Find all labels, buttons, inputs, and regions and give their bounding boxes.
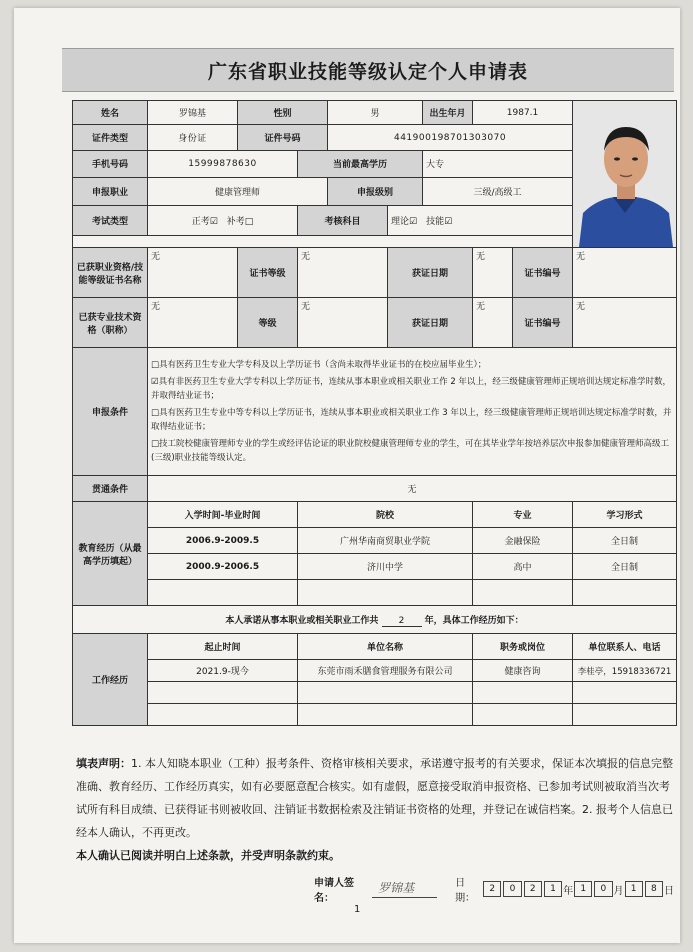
id-number-label: 证件号码 — [238, 125, 328, 151]
edu-header: 学习形式 — [573, 502, 677, 528]
declaration-text: 1. 本人知晓本职业（工种）报考条件、资格审核相关要求，承诺遵守报考的有关要求，保证本次填报的信息完整准确、教育经历、工作经历真实，如有必要愿意配合核实。如有虚假，愿意接受取消申报资格、已参加考试则被取消当次考试所有科目成绩、已获得证书则被收回、注销证书数据检索及注销证书资格的处理，并登记在诚信档案。2. 报考个人信息已经本人确认，不再更改。 — [76, 757, 673, 839]
edu-cell: 广州华南商贸职业学院 — [298, 528, 473, 554]
tech-level-value: 无 — [298, 298, 388, 348]
job-value: 健康管理师 — [148, 177, 328, 205]
work-cell — [298, 682, 473, 704]
signature-text: 罗锦基 — [378, 880, 415, 895]
edu-cell — [473, 580, 573, 606]
work-cell — [298, 704, 473, 726]
paper-sheet — [14, 8, 680, 943]
condition-item: □具有医药卫生专业中等专科以上学历证书，连续从事本职业或相关职业工作 3 年以上，经三级健康管理师正规培训达规定标准学时数，并取得结业证书； — [151, 408, 672, 432]
date-label: 日期： — [455, 878, 476, 904]
page-number: 1 — [354, 904, 361, 915]
work-cell: 东莞市雨禾膳食管理服务有限公司 — [298, 660, 473, 682]
work-cell — [473, 682, 573, 704]
work-cell — [148, 682, 298, 704]
declaration-confirm: 本人确认已阅读并明白上述条款，并受声明条款约束。 — [76, 849, 340, 862]
birth-value: 1987.1 — [473, 101, 573, 125]
phone-value: 15999878630 — [148, 151, 298, 177]
commitment-years: 2 — [382, 616, 422, 627]
date-digit: 1 — [574, 881, 592, 897]
date-digit: 0 — [594, 881, 612, 897]
gender-value: 男 — [328, 101, 423, 125]
table-row — [73, 580, 677, 606]
date-digit: 2 — [483, 881, 501, 897]
edu-cell: 金融保险 — [473, 528, 573, 554]
exam-type-label: 考试类型 — [73, 205, 148, 235]
work-cell: 健康咨询 — [473, 660, 573, 682]
tech-no-label: 证书编号 — [513, 298, 573, 348]
id-type-label: 证件类型 — [73, 125, 148, 151]
commitment-after: 年，具体工作经历如下： — [424, 615, 524, 626]
id-type-value: 身份证 — [148, 125, 238, 151]
edu-cell: 2006.9-2009.5 — [148, 528, 298, 554]
spacer-cell — [73, 235, 573, 247]
month-unit: 月 — [613, 885, 624, 897]
title-bar — [62, 48, 674, 92]
condition-item: □具有医药卫生专业大学专科及以上学历证书（含尚未取得毕业证书的在校应届毕业生）； — [151, 360, 487, 370]
vocational-cert-value: 无 — [148, 248, 238, 298]
subject-label: 考核科目 — [298, 205, 388, 235]
education-level-label: 当前最高学历 — [298, 151, 423, 177]
condition-item: □技工院校健康管理师专业的学生或经评估论证的职业院校健康管理师专业的学生，可在其毕业学年按培养层次申报参加健康管理师高级工(三级)职业技能等级认定。 — [151, 439, 670, 463]
tech-title-value: 无 — [148, 298, 238, 348]
tech-title-label: 已获专业技术资格（职称） — [73, 298, 148, 348]
table-row — [73, 704, 677, 726]
work-cell — [573, 704, 677, 726]
condition-item: ☑具有非医药卫生专业大学专科以上学历证书，连续从事本职业或相关职业工作 2 年以上，经三级健康管理师正规培训达规定标准学时数，并取得结业证书； — [151, 377, 671, 401]
conditions-list — [148, 348, 677, 476]
table-row — [73, 528, 677, 554]
cert-date-value: 无 — [473, 248, 513, 298]
date-digit: 0 — [503, 881, 521, 897]
year-unit: 年 — [563, 885, 574, 897]
work-header: 单位联系人、电话 — [573, 634, 677, 660]
date-digit: 8 — [645, 881, 663, 897]
cert-date-label: 获证日期 — [388, 248, 473, 298]
edu-header: 院校 — [298, 502, 473, 528]
level-label: 申报级别 — [328, 177, 423, 205]
education-level-value: 大专 — [423, 151, 573, 177]
edu-cell: 全日制 — [573, 528, 677, 554]
coherence-value: 无 — [148, 476, 677, 502]
work-cell: 2021.9-现今 — [148, 660, 298, 682]
edu-header: 专业 — [473, 502, 573, 528]
photo-cell — [573, 101, 677, 248]
tech-date-label: 获证日期 — [388, 298, 473, 348]
cert-no-label: 证书编号 — [513, 248, 573, 298]
commitment-line — [73, 606, 677, 634]
commitment-before: 本人承诺从事本职业或相关职业工作共 — [225, 615, 379, 626]
cert-no-value: 无 — [573, 248, 677, 298]
tech-no-value: 无 — [573, 298, 677, 348]
application-form-table — [72, 100, 677, 726]
work-header: 职务或岗位 — [473, 634, 573, 660]
gender-label: 性别 — [238, 101, 328, 125]
edu-cell — [148, 580, 298, 606]
edu-cell: 济川中学 — [298, 554, 473, 580]
form-title: 广东省职业技能等级认定个人申请表 — [207, 60, 528, 83]
level-value: 三级/高级工 — [423, 177, 573, 205]
work-header: 单位名称 — [298, 634, 473, 660]
name-value: 罗锦基 — [148, 101, 238, 125]
coherence-label: 贯通条件 — [73, 476, 148, 502]
id-number-value: 441900198701303070 — [328, 125, 573, 151]
vocational-cert-label: 已获职业资格/技能等级证书名称 — [73, 248, 148, 298]
signature-row — [314, 874, 674, 904]
work-header: 起止时间 — [148, 634, 298, 660]
table-row — [73, 660, 677, 682]
tech-date-value: 无 — [473, 298, 513, 348]
cert-level-label: 证书等级 — [238, 248, 298, 298]
name-label: 姓名 — [73, 101, 148, 125]
tech-level-label: 等级 — [238, 298, 298, 348]
edu-header: 入学时间-毕业时间 — [148, 502, 298, 528]
edu-cell — [298, 580, 473, 606]
birth-label: 出生年月 — [423, 101, 473, 125]
table-row — [73, 682, 677, 704]
work-label: 工作经历 — [73, 634, 148, 726]
date-digit: 2 — [524, 881, 542, 897]
subject-value: 理论☑ 技能☑ — [388, 205, 573, 235]
work-cell — [573, 682, 677, 704]
conditions-label: 申报条件 — [73, 348, 148, 476]
date-digit: 1 — [544, 881, 562, 897]
declaration — [76, 752, 674, 867]
table-row — [73, 554, 677, 580]
applicant-photo — [573, 101, 676, 247]
signature-box — [372, 881, 437, 898]
edu-cell: 高中 — [473, 554, 573, 580]
date-digit: 1 — [625, 881, 643, 897]
signature-label: 申请人签名： — [314, 878, 354, 904]
work-cell — [473, 704, 573, 726]
exam-type-value: 正考☑ 补考□ — [148, 205, 298, 235]
edu-cell — [573, 580, 677, 606]
phone-label: 手机号码 — [73, 151, 148, 177]
edu-cell: 全日制 — [573, 554, 677, 580]
work-cell: 李桂亭，15918336721 — [573, 660, 677, 682]
day-unit: 日 — [664, 885, 674, 897]
edu-cell: 2000.9-2006.5 — [148, 554, 298, 580]
job-label: 申报职业 — [73, 177, 148, 205]
declaration-label: 填表声明： — [76, 757, 131, 770]
cert-level-value: 无 — [298, 248, 388, 298]
work-cell — [148, 704, 298, 726]
education-label: 教育经历（从最高学历填起） — [73, 502, 148, 606]
